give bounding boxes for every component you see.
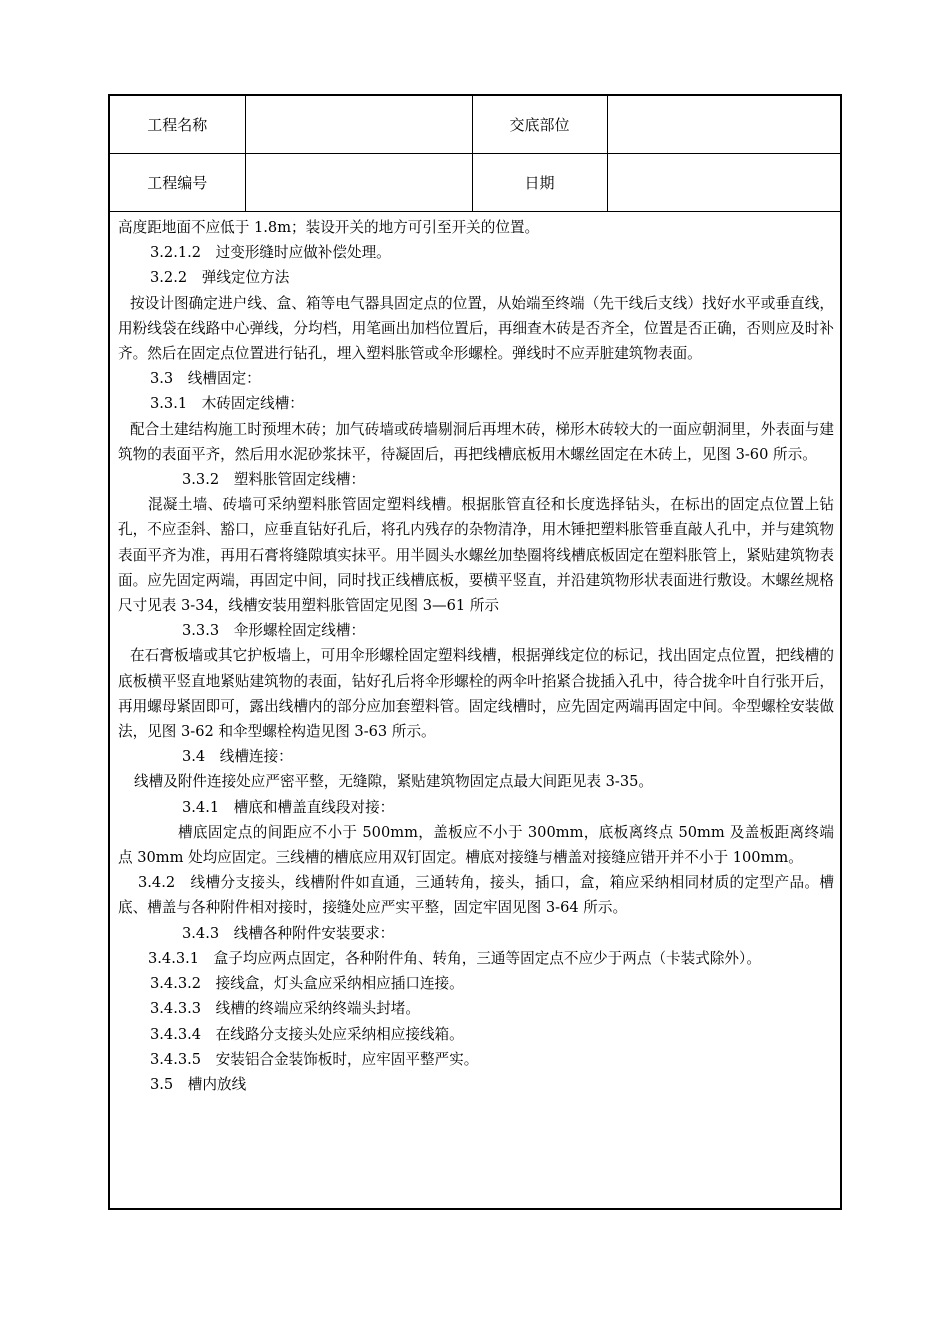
header-table	[110, 96, 840, 212]
clause: 3.4.3.4 在线路分支接头处应采纳相应接线箱。	[150, 1025, 464, 1043]
paragraph: 按设计图确定进户线、盒、箱等电气器具固定点的位置，从始端至终端（先干线后支线）找好水平或垂直线，用粉线袋在线路中心弹线，分均档，用笔画出加档位置后，再细查木砖是否齐全，位置是否正确，否则应及时补齐。然后在固定点位置进行钻孔，埋入塑料胀管或伞形螺栓。弹线时不应弄脏建筑物表面。	[118, 294, 834, 363]
paragraph: 线槽及附件连接处应严密平整，无缝隙，紧贴建筑物固定点最大间距见表 3-35。	[134, 773, 654, 791]
document-frame	[108, 94, 842, 1210]
section-heading: 3.4 线槽连接：	[182, 748, 293, 766]
date-label: 日期	[472, 154, 607, 212]
document-body	[118, 215, 834, 1097]
project-name-value	[245, 96, 472, 154]
header-row-2	[110, 154, 840, 212]
paragraph: 3.4.2 线槽分支接头，线槽附件如直通，三通转角，接头，插口，盒，箱应采纳相同材质的定型产品。槽底、槽盖与各种附件相对接时，接缝处应严实平整，固定牢固见图 3-64 所示。	[118, 874, 834, 917]
section-heading: 3.3.3 伞形螺栓固定线槽：	[182, 622, 366, 640]
section-heading: 3.3.2 塑料胀管固定线槽：	[182, 471, 366, 489]
paragraph: 高度距地面不应低于 1.8m；装设开关的地方可引至开关的位置。	[118, 219, 540, 236]
clause: 3.2.1.2 过变形缝时应做补偿处理。	[150, 244, 391, 262]
paragraph: 槽底固定点的间距应不小于 500mm，盖板应不小于 300mm，底板离终点 50mm 及盖板距离终端点 30mm 处均应固定。三线槽的槽底应用双钉固定。槽底对接缝与槽盖对接缝应错开并不小于 100mm。	[118, 823, 834, 867]
date-value	[607, 154, 840, 212]
section-heading: 3.4.3 线槽各种附件安装要求：	[182, 924, 395, 942]
project-name-label: 工程名称	[110, 96, 245, 154]
location-label: 交底部位	[472, 96, 607, 154]
section-heading: 3.4.1 槽底和槽盖直线段对接：	[182, 798, 395, 816]
paragraph: 在石膏板墙或其它护板墙上，可用伞形螺栓固定塑料线槽，根据弹线定位的标记，找出固定点位置，把线槽的底板横平竖直地紧贴建筑物的表面，钻好孔后将伞形螺栓的两伞叶掐紧合拢插入孔中，待合拢伞叶自行张开后，再用螺母紧固即可，露出线槽内的部分应加套塑料管。固定线槽时，应先固定两端再固定中间。伞型螺栓安装做法，见图 3-62 和伞型螺栓构造见图 3-63 所示。	[118, 647, 834, 741]
clause: 3.4.3.5 安装铝合金装饰板时，应牢固平整严实。	[150, 1050, 479, 1068]
project-no-value	[245, 154, 472, 212]
section-heading: 3.3.1 木砖固定线槽：	[150, 395, 304, 413]
paragraph: 3.4.3.1 盒子均应两点固定，各种附件角、转角，三通等固定点不应少于两点（卡装式除外）。	[148, 949, 761, 967]
clause: 3.4.3.2 接线盒，灯头盒应采纳相应插口连接。	[150, 975, 464, 993]
section-heading: 3.3 线槽固定：	[150, 370, 261, 388]
project-no-label: 工程编号	[110, 154, 245, 212]
clause: 3.4.3.3 线槽的终端应采纳终端头封堵。	[150, 1000, 420, 1018]
location-value	[607, 96, 840, 154]
paragraph: 混凝土墙、砖墙可采纳塑料胀管固定塑料线槽。根据胀管直径和长度选择钻头，在标出的固定点位置上钻孔，不应歪斜、豁口，应垂直钻好孔后，将孔内残存的杂物清净，用木锤把塑料胀管垂直敲人孔中，并与建筑物表面平齐为准，再用石膏将缝隙填实抹平。用半圆头水螺丝加垫圈将线槽底板固定在塑料胀管上，紧贴建筑物表面。应先固定两端，再固定中间，同时找正线槽底板，要横平竖直，并沿建筑物形状表面进行敷设。木螺丝规格尺寸见表 3-34，线槽安装用塑料胀管固定见图 3—61 所示	[118, 496, 834, 615]
section-heading: 3.5 槽内放线	[150, 1075, 247, 1093]
section-heading: 3.2.2 弹线定位方法	[150, 269, 290, 287]
paragraph: 配合土建结构施工时预埋木砖；加气砖墙或砖墙剔洞后再埋木砖，梯形木砖较大的一面应朝洞里，外表面与建筑物的表面平齐，然后用水泥砂浆抹平，待凝固后，再把线槽底板用木螺丝固定在木砖上，见图 3-60 所示。	[118, 420, 834, 463]
header-row-1	[110, 96, 840, 154]
